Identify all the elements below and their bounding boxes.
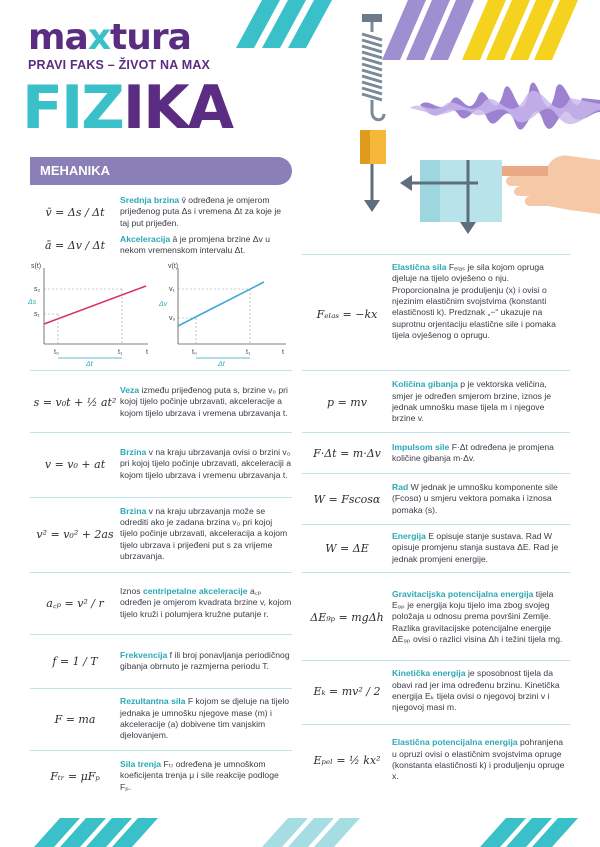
formula-row-acceleration xyxy=(30,234,292,257)
formula-row-work xyxy=(302,478,570,520)
formula: f = 1 / T xyxy=(52,654,98,668)
page-title: FIZIKA xyxy=(22,73,233,143)
formula-row-gravitational-energy xyxy=(302,580,570,654)
description: Rezultantna sila F kojom se djeluje na tijelo jednaka je umnošku njegove mase (m) i akceleracije (a) dobivene tim vanjskim djelovanjem. xyxy=(120,696,290,741)
divider xyxy=(30,432,292,433)
formula-row-kinetic-energy xyxy=(302,665,570,717)
formula: W = Fscosα xyxy=(313,492,381,506)
description: Elastična sila Fₑₗₐₛ je sila kojom opruga djeluje na tijelo ovješeno o nju. Proporcionalna je produljenju (x) i ovisi o njezinim elastičnim svojstvima (konstanti elastičnosti k). Predznak „−“ ukazuje na suprotnu orjentaciju elastične sile i pomaka tijela ovješenog o oprugu. xyxy=(392,262,556,341)
description: Brzina v na kraju ubrzavanja ovisi o brzini v₀ pri kojoj tijelo počinje ubrzavati, akceleraciji a kojom tijelo ubrzava i vremenu ubrzavanja t. xyxy=(120,446,292,480)
tagline: PRAVI FAKS – ŽIVOT NA MAX xyxy=(28,58,211,72)
formula-row-impulse xyxy=(302,437,570,469)
graph-left-y-label: s(t) xyxy=(31,263,42,270)
formula-row-elastic-potential-energy xyxy=(302,730,570,790)
formula-row-frequency xyxy=(30,640,292,682)
graph-left-t0: t₀ xyxy=(54,349,59,356)
formula-row-momentum xyxy=(302,376,570,428)
formula: p = mv xyxy=(327,395,367,409)
formula-row-average-speed xyxy=(30,195,292,229)
section-header: MEHANIKA xyxy=(30,157,292,185)
motion-graphs xyxy=(28,262,296,366)
description: Sila trenja Fₜᵣ određena je umnoškom koeficijenta trenja μ i sile reakcije podloge Fₚ. xyxy=(120,758,279,792)
formula-row-energy xyxy=(302,528,570,568)
formula-row-velocity-squared xyxy=(30,502,292,566)
formula: W = ΔE xyxy=(325,541,369,555)
formula: v̄ = Δs / Δt xyxy=(45,205,105,219)
formula: Eₖ = mv² / 2 xyxy=(313,684,381,698)
graph-left-s1: s₁ xyxy=(34,311,40,318)
graph-left-s2: s₂ xyxy=(34,286,41,293)
graph-right-y-label: v(t) xyxy=(168,263,179,270)
graph-right-t1: t₁ xyxy=(246,349,251,356)
graph-left-line xyxy=(44,286,146,324)
description: Količina gibanja p je vektorska veličina, smjer je određen smjerom brzine, iznos je jednak umnošku mase tijela m i njegove brzine v. xyxy=(392,379,552,424)
divider xyxy=(30,688,292,689)
divider xyxy=(30,370,292,371)
formula: F·Δt = m·Δv xyxy=(313,446,381,460)
formula: v² = v₀² + 2as xyxy=(36,527,114,541)
description: Elastična potencijalna energija pohranjena u opruzi ovisi o elastičnim svojstvima opruge (konstanta elastičnosti k) i produljenju opruge x. xyxy=(392,737,565,782)
description: Veza između prijeđenog puta s, brzine v₀ pri kojoj tijelo počinje ubrzavati, akceleracije a kojom tijelo ubrzava i vremena ubrzavanja t. xyxy=(120,384,288,418)
description: Gravitacijska potencijalna energija tijela E₉ₚ je energija koju tijelo ima zbog svojeg položaja u odnosu prema površini Zemlje. Razlika gravitacijske potencijalne energije ΔE₉ₚ ovisi o razlici visina Δh i težini tijela mg. xyxy=(392,588,563,645)
formula: ā = Δv / Δt xyxy=(45,238,105,252)
graph-right-v0: v₀ xyxy=(169,315,176,322)
divider xyxy=(302,660,570,661)
description: Rad W jednak je umnošku komponente sile (Fcosα) u smjeru vektora pomaka i iznosa pomaka (s). xyxy=(392,481,558,515)
formula-row-elastic-force xyxy=(302,262,570,366)
graph-right-t0: t₀ xyxy=(192,349,197,356)
description: Brzina v na kraju ubrzavanja može se odrediti ako je zadana brzina v₀ pri kojoj tijelo počinje ubrzavati, akceleracija a kojom tijelo ubrzava i prijeđeni put s za vrijeme ubrzavanja. xyxy=(120,505,288,562)
divider xyxy=(302,432,570,433)
divider xyxy=(302,572,570,573)
description: Kinetička energija je sposobnost tijela da obavi rad jer ima određenu brzinu. Kinetička energija Eₖ tijela ovisi o njegovoj brzini v i njegovoj masi m. xyxy=(392,668,560,713)
formula-row-distance xyxy=(30,376,292,428)
divider xyxy=(302,724,570,725)
formula: Fₜᵣ = μFₚ xyxy=(50,769,100,783)
divider xyxy=(30,572,292,573)
description: Impulsom sile F·Δt određena je promjena količine gibanja m·Δv. xyxy=(392,441,554,463)
brand-logo: maxtura xyxy=(28,17,191,58)
divider xyxy=(302,370,570,371)
graph-left-dt: Δt xyxy=(86,361,93,366)
formula-row-centripetal xyxy=(30,578,292,628)
graph-left-t1: t₁ xyxy=(118,349,123,356)
formula: Eₚₑₗ = ½ kx² xyxy=(313,753,381,767)
description: Frekvencija f ili broj ponavljanja periodičnog gibanja obrnuto je razmjerna periodu T. xyxy=(120,649,290,671)
divider xyxy=(30,750,292,751)
divider xyxy=(30,497,292,498)
formula: F = ma xyxy=(54,712,96,726)
description: Energija E opisuje stanje sustava. Rad W opisuje promjenu stanja sustava ΔE. Rad je jednak promjeni energije. xyxy=(392,530,559,564)
formula: v = v₀ + at xyxy=(44,457,106,471)
formula: ΔE₉ₚ = mgΔh xyxy=(310,610,384,624)
divider xyxy=(302,524,570,525)
divider xyxy=(302,473,570,474)
divider xyxy=(30,634,292,635)
graph-right-t: t xyxy=(282,349,284,356)
formula: a꜀ₚ = v² / r xyxy=(46,596,104,610)
formula-row-friction xyxy=(30,756,292,796)
graph-left-t: t xyxy=(146,349,148,356)
graph-right-line xyxy=(178,282,264,326)
description: Akceleracija ā je promjena brzine Δv u nekom vremenskom intervalu Δt. xyxy=(120,234,271,256)
graph-right-v1: v₁ xyxy=(169,286,175,293)
graph-left-ds: Δs xyxy=(28,299,37,306)
formula: Fₑₗₐₛ = −kx xyxy=(316,307,378,321)
formula: s = v₀t + ½ at² xyxy=(33,395,117,409)
graph-right-dv: Δv xyxy=(159,301,168,308)
description: Srednja brzina v̄ određena je omjerom prijeđenog puta Δs i vremena Δt za koje je taj put prijeđen. xyxy=(120,195,282,228)
formula-row-final-velocity xyxy=(30,437,292,491)
description: Iznos centripetalne akceleracije a꜀ₚ određen je omjerom kvadrata brzine v, kojom tijelo kruži i polumjera kružne putanje r. xyxy=(120,585,292,619)
graph-right-dt: Δt xyxy=(218,361,225,366)
divider xyxy=(302,254,570,255)
formula-row-resultant-force xyxy=(30,693,292,745)
